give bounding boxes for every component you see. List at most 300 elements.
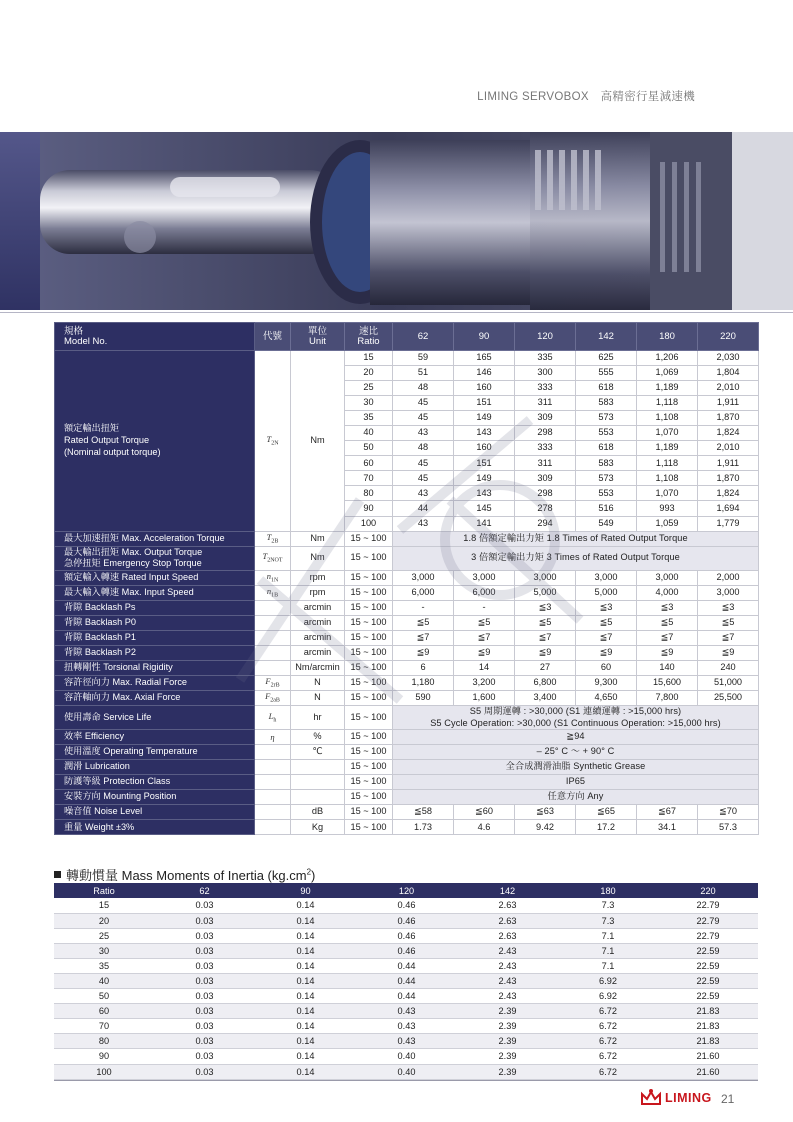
inertia-header-model-142: 142 (457, 883, 558, 898)
rated-torque-value: 2,010 (698, 381, 759, 396)
spec-row-label (55, 645, 255, 660)
spec-row-unit: Kg (291, 820, 345, 835)
rated-torque-value: 149 (454, 471, 515, 486)
spec-row-label-text: 噪音值 Noise Level (64, 806, 143, 817)
hdr-ratio-en: Ratio (357, 335, 380, 347)
spec-row-symbol (255, 660, 291, 675)
hdr-model-zh: 規格 (64, 325, 84, 337)
rated-torque-value: 48 (393, 441, 454, 456)
inertia-value: 2.43 (457, 943, 558, 958)
rated-torque-value: 165 (454, 351, 515, 366)
inertia-value: 2.43 (457, 958, 558, 973)
spec-row-span-text: 全合成潤滑油脂 Synthetic Grease (505, 761, 646, 772)
spec-row-value: 3,000 (637, 570, 698, 585)
spec-row-symbol: $T_{2B}$ (255, 531, 291, 546)
inertia-ratio: 30 (54, 943, 154, 958)
spec-row-span-text: 任意方向 Any (547, 791, 604, 802)
footer-divider (54, 1080, 758, 1081)
inertia-value: 6.92 (558, 989, 658, 1004)
rated-torque-value: 300 (515, 366, 576, 381)
inertia-value: 0.14 (255, 898, 356, 913)
inertia-value: 7.1 (558, 958, 658, 973)
rated-torque-ratio: 35 (345, 411, 393, 426)
gearbox-illustration (40, 132, 732, 310)
spec-header-model-220: 220 (698, 323, 759, 351)
inertia-value: 6.72 (558, 1049, 658, 1064)
spec-row-unit: Nm (291, 546, 345, 570)
spec-row-label (55, 546, 255, 570)
spec-row-value: 3,000 (393, 570, 454, 585)
rated-torque-value: 45 (393, 471, 454, 486)
inertia-value: 22.59 (658, 989, 758, 1004)
spec-row-label (55, 585, 255, 600)
spec-row-label (55, 805, 255, 820)
inertia-value: 6.72 (558, 1004, 658, 1019)
rated-torque-value: 43 (393, 486, 454, 501)
spec-row-symbol (255, 760, 291, 775)
inertia-value: 0.44 (356, 973, 457, 988)
spec-row-ratio: 15 ~ 100 (345, 570, 393, 585)
spec-row-unit (291, 760, 345, 775)
spec-header-model-120: 120 (515, 323, 576, 351)
spec-row-symbol (255, 790, 291, 805)
spec-row-value: - (454, 600, 515, 615)
spec-row-ratio: 15 ~ 100 (345, 706, 393, 730)
spec-header-model-90: 90 (454, 323, 515, 351)
inertia-ratio: 50 (54, 989, 154, 1004)
rated-torque-value: 160 (454, 381, 515, 396)
rated-torque-ratio: 30 (345, 396, 393, 411)
spec-row (55, 546, 759, 570)
hdr-model-en: Model No. (64, 335, 108, 347)
spec-row-value: ≦3 (637, 600, 698, 615)
spec-row-symbol: η (255, 730, 291, 745)
spec-row-symbol: $n_{1B}$ (255, 585, 291, 600)
inertia-value: 21.60 (658, 1049, 758, 1064)
inertia-value: 0.14 (255, 1064, 356, 1079)
spec-row-value: 25,500 (698, 690, 759, 705)
rated-torque-value: 553 (576, 486, 637, 501)
spec-row (55, 745, 759, 760)
spec-row-label-text: 背隙 Backlash P1 (64, 631, 136, 642)
spec-row-unit: rpm (291, 570, 345, 585)
spec-row-symbol: $L_h$ (255, 706, 291, 730)
inertia-value: 22.59 (658, 958, 758, 973)
rated-torque-value: 45 (393, 396, 454, 411)
rated-torque-value: 993 (637, 501, 698, 516)
spec-row-value: ≦7 (637, 630, 698, 645)
rated-torque-value: 1,189 (637, 441, 698, 456)
inertia-value: 0.43 (356, 1004, 457, 1019)
spec-row-value: ≦65 (576, 805, 637, 820)
spec-row-unit: N (291, 690, 345, 705)
spec-row-value: ≦9 (576, 645, 637, 660)
rated-torque-value: 1,804 (698, 366, 759, 381)
spec-row-value: ≦67 (637, 805, 698, 820)
spec-row-label-text: 扭轉剛性 Torsional Rigidity (64, 662, 173, 673)
spec-row-symbol (255, 600, 291, 615)
inertia-value: 2.39 (457, 1049, 558, 1064)
rated-torque-value: 1,870 (698, 471, 759, 486)
spec-row-label (55, 730, 255, 745)
rated-torque-value: 309 (515, 471, 576, 486)
rated-torque-value: 294 (515, 516, 576, 531)
rated-torque-label-zh: 額定輸出扭矩 (64, 422, 120, 433)
inertia-value: 21.83 (658, 1019, 758, 1034)
spec-row-span-text: ≧94 (566, 731, 585, 742)
inertia-ratio: 80 (54, 1034, 154, 1049)
spec-row-value: 4,000 (637, 585, 698, 600)
spec-row (55, 690, 759, 705)
spec-row-value: ≦5 (454, 615, 515, 630)
inertia-value: 0.46 (356, 898, 457, 913)
spec-table-body (55, 323, 759, 835)
rated-torque-ratio: 100 (345, 516, 393, 531)
inertia-row (54, 989, 758, 1004)
inertia-value: 0.44 (356, 958, 457, 973)
spec-row (55, 615, 759, 630)
spec-row-unit: arcmin (291, 645, 345, 660)
rated-torque-value: 149 (454, 411, 515, 426)
inertia-value: 2.39 (457, 1004, 558, 1019)
spec-header-model-62: 62 (393, 323, 454, 351)
inertia-value: 0.46 (356, 913, 457, 928)
rated-torque-value: 583 (576, 456, 637, 471)
spec-row-span-text: 3 倍額定輸出力矩 3 Times of Rated Output Torque (471, 552, 680, 563)
spec-row-label (55, 706, 255, 730)
spec-row-value: 57.3 (698, 820, 759, 835)
rated-torque-value: 573 (576, 471, 637, 486)
rated-torque-value: 51 (393, 366, 454, 381)
spec-row-value: 9,300 (576, 675, 637, 690)
spec-row-unit: hr (291, 706, 345, 730)
spec-row-label (55, 570, 255, 585)
spec-row-value: 1,600 (454, 690, 515, 705)
spec-row-value: 27 (515, 660, 576, 675)
inertia-ratio: 25 (54, 928, 154, 943)
banner-left-block (0, 132, 40, 310)
spec-row-unit: N (291, 675, 345, 690)
rated-torque-value: 45 (393, 411, 454, 426)
spec-row-span-text: S5 周期運轉 : >30,000 (S1 連續運轉 : >15,000 hrs) (469, 706, 682, 717)
spec-row-span-value (393, 745, 759, 760)
spec-row-label (55, 615, 255, 630)
inertia-table (54, 883, 758, 1080)
rated-torque-value: 278 (515, 501, 576, 516)
rated-torque-value: 553 (576, 426, 637, 441)
inertia-value: 6.72 (558, 1034, 658, 1049)
spec-row-unit: Nm/arcmin (291, 660, 345, 675)
spec-row-label-text: 使用溫度 Operating Temperature (64, 746, 198, 757)
spec-row-value: 5,000 (515, 585, 576, 600)
header-title: LIMING SERVOBOX 高精密行星減速機 (477, 91, 695, 103)
rated-torque-value: 1,189 (637, 381, 698, 396)
spec-row-ratio: 15 ~ 100 (345, 805, 393, 820)
inertia-ratio: 100 (54, 1064, 154, 1079)
rated-torque-value: 335 (515, 351, 576, 366)
spec-row-ratio: 15 ~ 100 (345, 630, 393, 645)
spec-row-ratio: 15 ~ 100 (345, 660, 393, 675)
rated-torque-value: 573 (576, 411, 637, 426)
spec-row-label-text: 背隙 Backlash P0 (64, 616, 136, 627)
inertia-value: 7.3 (558, 913, 658, 928)
rated-torque-value: 1,108 (637, 471, 698, 486)
rated-torque-value: 1,824 (698, 426, 759, 441)
spec-row-value: ≦9 (637, 645, 698, 660)
inertia-value: 0.03 (154, 913, 255, 928)
inertia-value: 0.03 (154, 1049, 255, 1064)
rated-torque-value: 44 (393, 501, 454, 516)
spec-row-label (55, 630, 255, 645)
rated-torque-value: 143 (454, 486, 515, 501)
rated-torque-ratio: 80 (345, 486, 393, 501)
inertia-value: 0.03 (154, 898, 255, 913)
inertia-value: 0.40 (356, 1064, 457, 1079)
inertia-value: 0.43 (356, 1019, 457, 1034)
gearbox-photo (40, 132, 732, 310)
rated-torque-value: 43 (393, 426, 454, 441)
rated-torque-value: 1,069 (637, 366, 698, 381)
hdr-unit-zh: 單位 (307, 325, 327, 337)
spec-row-value: 3,000 (515, 570, 576, 585)
spec-row-value: ≦60 (454, 805, 515, 820)
spec-row (55, 630, 759, 645)
rated-torque-value: 145 (454, 501, 515, 516)
inertia-value: 22.79 (658, 898, 758, 913)
inertia-ratio: 40 (54, 973, 154, 988)
inertia-value: 0.03 (154, 958, 255, 973)
inertia-value: 22.79 (658, 913, 758, 928)
inertia-header-model-220: 220 (658, 883, 758, 898)
bullet-square-icon (54, 871, 61, 878)
rated-torque-value: 1,070 (637, 486, 698, 501)
spec-row-label-text: 額定輸入轉速 Rated Input Speed (64, 571, 199, 582)
rated-torque-value: 333 (515, 441, 576, 456)
spec-row-value: 5,000 (576, 585, 637, 600)
rated-torque-value: 146 (454, 366, 515, 381)
inertia-value: 0.44 (356, 989, 457, 1004)
spec-row (55, 645, 759, 660)
inertia-value: 6.72 (558, 1064, 658, 1079)
spec-row-symbol (255, 645, 291, 660)
spec-row-label (55, 790, 255, 805)
spec-row (55, 805, 759, 820)
inertia-header-row (54, 883, 758, 898)
spec-row-span-text: IP65 (565, 776, 586, 787)
inertia-row (54, 943, 758, 958)
inertia-value: 2.39 (457, 1034, 558, 1049)
spec-row-value: 1.73 (393, 820, 454, 835)
inertia-value: 0.14 (255, 958, 356, 973)
spec-row-value: 4,650 (576, 690, 637, 705)
spec-row-ratio: 15 ~ 100 (345, 615, 393, 630)
spec-table (54, 322, 759, 835)
inertia-title-suffix: ) (311, 868, 316, 883)
spec-row-value: 3,200 (454, 675, 515, 690)
inertia-value: 0.03 (154, 1034, 255, 1049)
rated-torque-value: 43 (393, 516, 454, 531)
spec-row (55, 675, 759, 690)
rated-torque-value: 1,911 (698, 396, 759, 411)
inertia-ratio: 35 (54, 958, 154, 973)
spec-row-label-text: 重量 Weight ±3% (64, 821, 135, 832)
spec-row-value: 1,180 (393, 675, 454, 690)
spec-row-ratio: 15 ~ 100 (345, 760, 393, 775)
rated-torque-ratio: 20 (345, 366, 393, 381)
spec-row-value: ≦58 (393, 805, 454, 820)
inertia-value: 0.46 (356, 928, 457, 943)
rated-torque-row (55, 351, 759, 366)
spec-row-value: 3,400 (515, 690, 576, 705)
spec-row-ratio: 15 ~ 100 (345, 690, 393, 705)
inertia-value: 21.60 (658, 1064, 758, 1079)
inertia-row (54, 1019, 758, 1034)
spec-row-unit: dB (291, 805, 345, 820)
spec-row-label-text: 使用壽命 Service Life (64, 711, 152, 722)
spec-row-value: 7,800 (637, 690, 698, 705)
spec-row-label-text: 最大輸出扭矩 Max. Output Torque (64, 546, 203, 557)
spec-header-ratio (345, 323, 393, 351)
inertia-value: 21.83 (658, 1004, 758, 1019)
spec-row-value: 3,000 (698, 585, 759, 600)
spec-row-value: 17.2 (576, 820, 637, 835)
spec-row-span-value (393, 531, 759, 546)
rated-torque-value: 311 (515, 456, 576, 471)
spec-row-label-text: 防護等級 Protection Class (64, 776, 171, 787)
inertia-header-model-180: 180 (558, 883, 658, 898)
inertia-ratio: 60 (54, 1004, 154, 1019)
rated-torque-value: 1,694 (698, 501, 759, 516)
inertia-row (54, 1049, 758, 1064)
inertia-value: 2.63 (457, 898, 558, 913)
rated-torque-value: 1,779 (698, 516, 759, 531)
rated-torque-value: 59 (393, 351, 454, 366)
inertia-table-body (54, 883, 758, 1079)
spec-header-code: 代號 (255, 323, 291, 351)
spec-row-value: 34.1 (637, 820, 698, 835)
rated-torque-value: 48 (393, 381, 454, 396)
spec-row-label (55, 531, 255, 546)
spec-row-value: 240 (698, 660, 759, 675)
inertia-value: 0.03 (154, 989, 255, 1004)
spec-row-value: 590 (393, 690, 454, 705)
inertia-value: 0.14 (255, 1004, 356, 1019)
inertia-value: 2.63 (457, 928, 558, 943)
inertia-value: 22.59 (658, 973, 758, 988)
spec-row-ratio: 15 ~ 100 (345, 585, 393, 600)
inertia-value: 0.14 (255, 943, 356, 958)
rated-torque-value: 311 (515, 396, 576, 411)
spec-row-value: - (393, 600, 454, 615)
spec-row (55, 760, 759, 775)
inertia-value: 0.03 (154, 1004, 255, 1019)
spec-row-ratio: 15 ~ 100 (345, 775, 393, 790)
spec-row-span-value (393, 706, 759, 730)
spec-row-unit: % (291, 730, 345, 745)
banner-right-strip (732, 132, 793, 310)
inertia-row (54, 928, 758, 943)
inertia-ratio: 20 (54, 913, 154, 928)
spec-header-model-180: 180 (637, 323, 698, 351)
inertia-value: 22.79 (658, 928, 758, 943)
rated-torque-value: 298 (515, 426, 576, 441)
rated-torque-value: 583 (576, 396, 637, 411)
spec-row-value: 6 (393, 660, 454, 675)
rated-torque-label (55, 351, 255, 532)
spec-row (55, 820, 759, 835)
spec-header-model-142: 142 (576, 323, 637, 351)
spec-row-value: 6,800 (515, 675, 576, 690)
inertia-ratio: 15 (54, 898, 154, 913)
inertia-value: 0.14 (255, 989, 356, 1004)
spec-row-label-text: 背隙 Backlash P2 (64, 647, 136, 658)
rated-torque-value: 298 (515, 486, 576, 501)
inertia-value: 2.39 (457, 1064, 558, 1079)
rated-torque-value: 1,108 (637, 411, 698, 426)
inertia-ratio: 70 (54, 1019, 154, 1034)
spec-row-ratio: 15 ~ 100 (345, 730, 393, 745)
inertia-value: 0.46 (356, 943, 457, 958)
spec-row-unit: Nm (291, 531, 345, 546)
spec-row-ratio: 15 ~ 100 (345, 546, 393, 570)
inertia-value: 7.3 (558, 898, 658, 913)
spec-row-value: ≦63 (515, 805, 576, 820)
spec-row-ratio: 15 ~ 100 (345, 645, 393, 660)
inertia-row (54, 1064, 758, 1079)
spec-row-span-value (393, 790, 759, 805)
spec-row-value: ≦5 (637, 615, 698, 630)
inertia-value: 0.03 (154, 1064, 255, 1079)
spec-row-symbol (255, 630, 291, 645)
rated-torque-value: 160 (454, 441, 515, 456)
spec-row-value: ≦5 (515, 615, 576, 630)
rated-torque-value: 141 (454, 516, 515, 531)
spec-row-value: ≦5 (576, 615, 637, 630)
inertia-ratio: 90 (54, 1049, 154, 1064)
rated-torque-value: 1,118 (637, 456, 698, 471)
spec-row-symbol (255, 805, 291, 820)
spec-row-label (55, 660, 255, 675)
inertia-value: 0.14 (255, 1034, 356, 1049)
rated-torque-value: 618 (576, 441, 637, 456)
inertia-value: 0.03 (154, 973, 255, 988)
rated-torque-value: 516 (576, 501, 637, 516)
spec-row-span-value (393, 546, 759, 570)
spec-row-ratio: 15 ~ 100 (345, 675, 393, 690)
rated-torque-value: 1,824 (698, 486, 759, 501)
spec-row-label-text: 安裝方向 Mounting Position (64, 791, 177, 802)
spec-row-value: ≦3 (576, 600, 637, 615)
inertia-row (54, 958, 758, 973)
inertia-value: 0.14 (255, 913, 356, 928)
spec-row-unit: arcmin (291, 600, 345, 615)
inertia-value: 0.14 (255, 928, 356, 943)
inertia-value: 0.14 (255, 1049, 356, 1064)
rated-torque-ratio: 25 (345, 381, 393, 396)
spec-row-label (55, 600, 255, 615)
rated-torque-value: 1,118 (637, 396, 698, 411)
spec-row (55, 570, 759, 585)
spec-row-value: 6,000 (454, 585, 515, 600)
spec-row-value: ≦5 (393, 615, 454, 630)
spec-row-ratio: 15 ~ 100 (345, 600, 393, 615)
spec-row-label (55, 775, 255, 790)
rated-torque-ratio: 70 (345, 471, 393, 486)
footer-brand: LIMING (665, 1091, 712, 1105)
spec-row-label (55, 675, 255, 690)
inertia-value: 6.72 (558, 1019, 658, 1034)
spec-row (55, 660, 759, 675)
